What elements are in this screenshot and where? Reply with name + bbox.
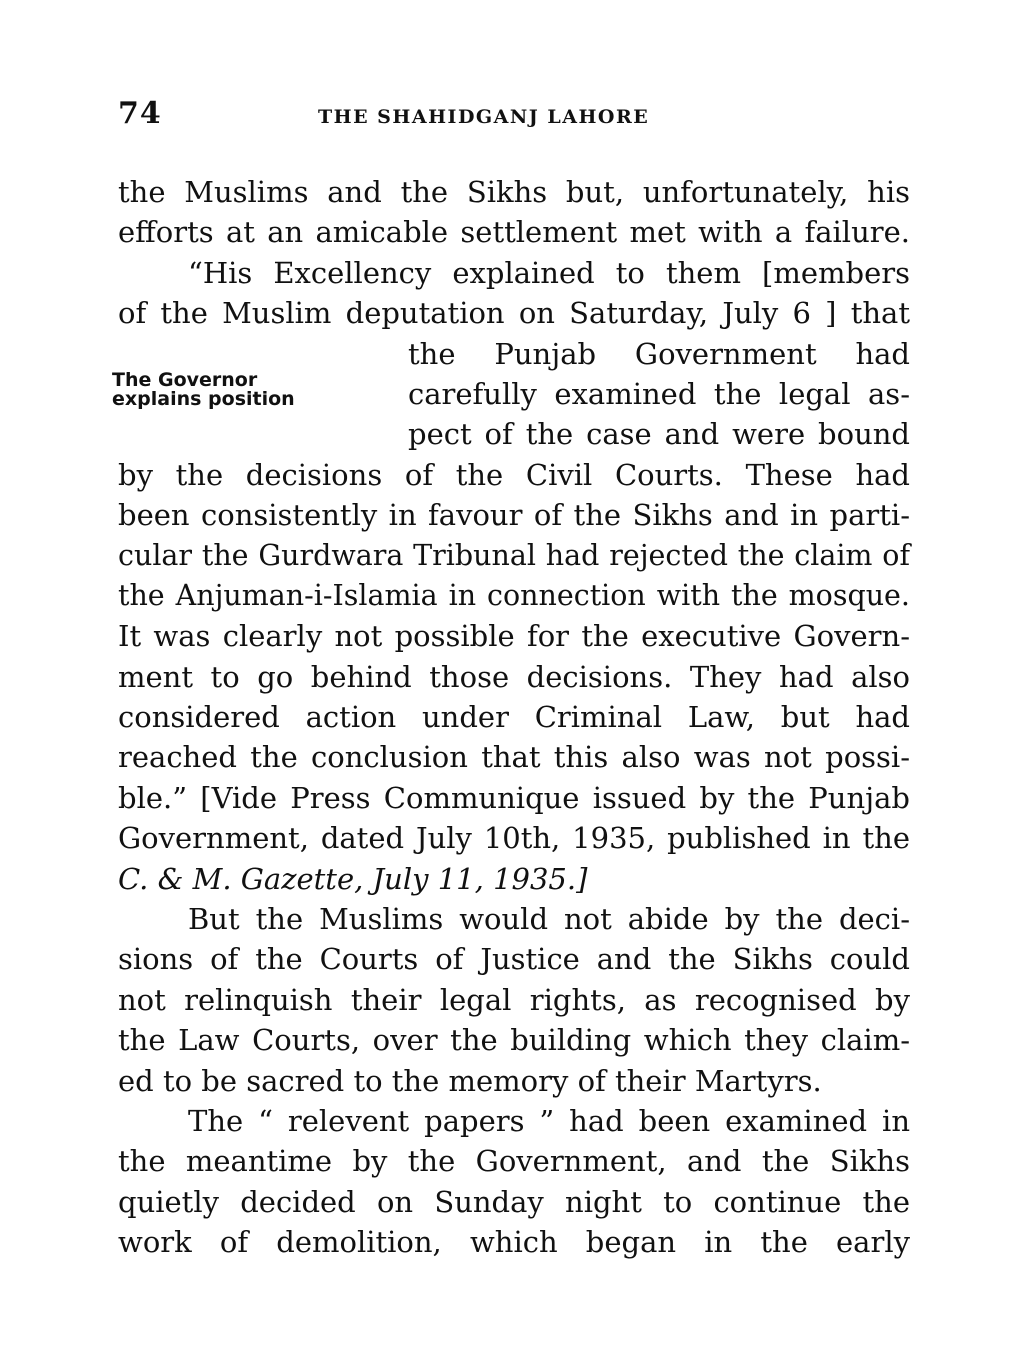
text-line: But the Muslims would not abide by the deci- (188, 902, 910, 937)
text-line: the Muslims and the Sikhs but, unfortunately, his (118, 175, 910, 209)
text-line: ed to be sacred to the memory of their Martyrs. (118, 1063, 822, 1098)
page-header (118, 96, 910, 136)
text-line: The “ relevent papers ” had been examined in (188, 1103, 910, 1138)
text-line: Government, dated July 10th, 1935, published in the (118, 821, 910, 856)
text-line: C. & M. Gazette, July 11, 1935.] (118, 861, 588, 896)
text-line: quietly decided on Sunday night to continue the (118, 1184, 910, 1219)
text-line: “His Excellency explained to them [members (188, 255, 910, 290)
margin-note-line: explains position (112, 388, 295, 410)
text-line: the Law Courts, over the building which they claim- (118, 1023, 910, 1058)
text-line: ment to go behind those decisions. They had also (118, 659, 910, 694)
text-line: been consistently in favour of the Sikhs and in parti- (118, 498, 910, 533)
body-text (118, 172, 910, 1263)
text-line: reached the conclusion that this also was not possi- (118, 740, 910, 775)
page-number: 74 (118, 96, 162, 131)
text-line: It was clearly not possible for the executive Govern- (118, 619, 910, 654)
text-line: cular the Gurdwara Tribunal had rejected the claim of (118, 538, 910, 572)
text-line: sions of the Courts of Justice and the Sikhs could (118, 942, 910, 977)
margin-note-line: The Governor (112, 369, 258, 391)
text-line: considered action under Criminal Law, but had (118, 700, 910, 735)
text-line: pect of the case and were bound (408, 417, 910, 452)
text-line: the meantime by the Government, and the Sikhs (118, 1144, 910, 1179)
text-line: work of demolition, which began in the early (118, 1225, 910, 1260)
text-line: carefully examined the legal as- (408, 376, 910, 411)
text-line: by the decisions of the Civil Courts. These had (118, 457, 910, 492)
text-line: the Anjuman-i-Islamia in connection with the mosque. (118, 578, 910, 612)
text-line: the Punjab Government had (408, 336, 910, 371)
text-line: of the Muslim deputation on Saturday, July 6 ] that (118, 296, 910, 331)
text-line: efforts at an amicable settlement met with a failure. (118, 215, 910, 250)
text-line: not relinquish their legal rights, as recognised by (118, 982, 910, 1017)
running-head: THE SHAHIDGANJ LAHORE (318, 106, 650, 128)
text-line: ble.” [Vide Press Communique issued by the Punjab (118, 780, 910, 815)
